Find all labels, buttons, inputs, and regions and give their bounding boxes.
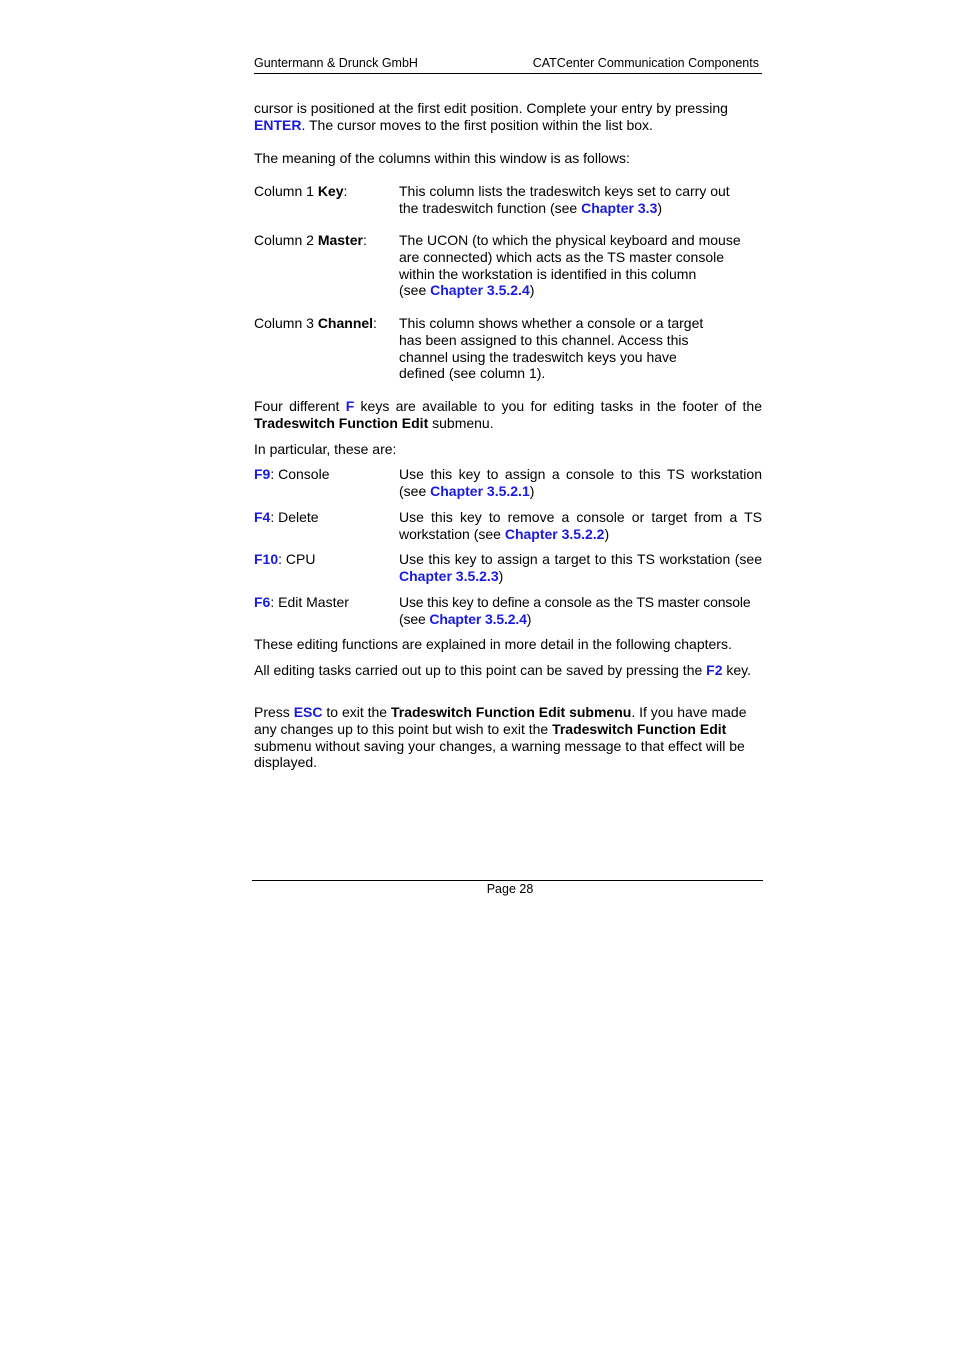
chapter-link[interactable]: Chapter 3.5.2.2 <box>504 525 605 542</box>
chapter-link[interactable]: Chapter 3.5.2.3 <box>399 567 499 584</box>
header-product: CATCenter Communication Components <box>532 56 759 70</box>
f2-key: F2 <box>706 662 723 678</box>
header-company: Guntermann & Drunck GmbH <box>254 56 418 70</box>
fkey-label: F9: Console <box>254 466 330 482</box>
outro-paragraph-2: All editing tasks carried out up to this point can be saved by pressing the F2 key. <box>254 662 752 678</box>
column-description: This column lists the tradeswitch keys set to carry out the tradeswitch function (see Chapter 3.3) <box>399 183 730 216</box>
chapter-link[interactable]: Chapter 3.5.2.4 <box>429 610 527 627</box>
footer-rule <box>252 880 763 881</box>
columns-intro: The meaning of the columns within this window is as follows: <box>254 150 630 166</box>
f-key: F <box>345 398 355 414</box>
chapter-link[interactable]: Chapter 3.5.2.4 <box>430 282 530 299</box>
fkey-description: Use this key to remove a console or target from a TS workstation (see Chapter 3.5.2.2) <box>399 509 762 542</box>
intro-paragraph <box>254 100 762 134</box>
column-label: Column 2 Master: <box>254 232 367 248</box>
in-particular: In particular, these are: <box>254 441 397 457</box>
column-description: This column shows whether a console or a target has been assigned to this channel. Access this channel using the tradeswitch keys you have defined (see column 1). <box>399 315 704 382</box>
intro-text: cursor is positioned at the first edit position. Complete your entry by pressing <box>254 100 728 116</box>
column-label: Column 1 Key: <box>254 183 348 199</box>
fkey-description: Use this key to assign a target to this TS workstation (see Chapter 3.5.2.3) <box>399 551 762 584</box>
page-number: Page 28 <box>486 882 534 896</box>
outro-paragraph-3: Press ESC to exit the Tradeswitch Function Edit submenu. If you have made any changes up to this point but wish to exit the Tradeswitch Function Edit submenu without saving your changes, a warning message to that effect will be displayed. <box>254 704 747 771</box>
esc-key: ESC <box>293 704 323 720</box>
chapter-link[interactable]: Chapter 3.5.2.1 <box>430 482 530 499</box>
outro-paragraph-1: These editing functions are explained in more detail in the following chapters. <box>254 636 732 652</box>
enter-key: ENTER <box>254 116 302 133</box>
page-header <box>254 55 762 74</box>
fkey-description: Use this key to define a console as the TS master console (see Chapter 3.5.2.4) <box>399 594 751 627</box>
fkey-label: F10: CPU <box>254 551 316 567</box>
chapter-link[interactable]: Chapter 3.3 <box>581 199 658 216</box>
column-description: The UCON (to which the physical keyboard and mouse are connected) which acts as the TS master console within the workstation is identified in this column (see Chapter 3.5.2.4) <box>399 232 741 299</box>
column-label: Column 3 Channel: <box>254 315 377 331</box>
fkeys-intro: Four different F keys are available to you for editing tasks in the footer of the Tradeswitch Function Edit submenu. <box>254 398 762 431</box>
fkey-label: F6: Edit Master <box>254 594 349 610</box>
intro-text-end: . The cursor moves to the first position within the list box. <box>301 116 653 133</box>
fkey-label: F4: Delete <box>254 509 319 525</box>
fkey-description: Use this key to assign a console to this TS workstation (see Chapter 3.5.2.1) <box>399 466 762 499</box>
